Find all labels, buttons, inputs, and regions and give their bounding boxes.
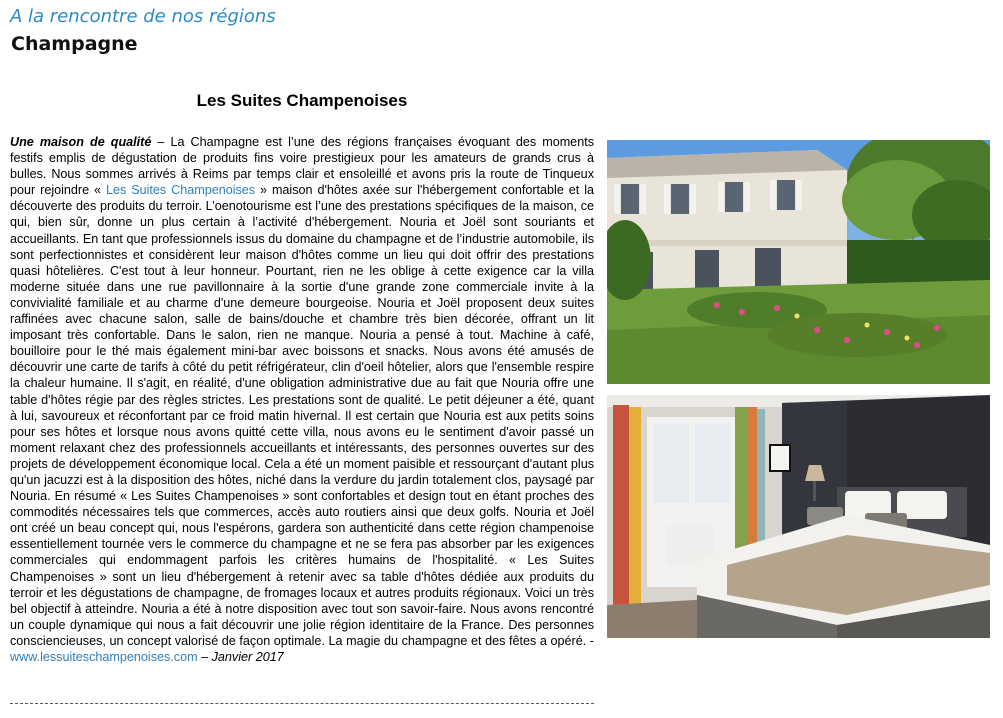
bedroom-photo — [607, 395, 990, 638]
article-intro: Une maison de qualité — [10, 135, 152, 149]
article-text-part-2: » maison d'hôtes axée sur l'hébergement confortable et la découverte des produits du terroir. L’oenotourisme est l’une des prestations spécifiques de la maison, ce qui, bien sûr, donne un plus certain à l’activité d'hébergement. Nouria et Joël sont souriants et accueillants. En tant que professionnels issus du domaine du champagne et de l’industrie automobile, ils sont perfectionnistes et considèrent leur maison d'hôtes comme un lieu qui doit offrir des prestations quasi hôtelières. C'est tout à leur honneur. Pourtant, rien ne les oblige à cette exigence car la villa moderne située dans une rue pavillonnaire à la sortie d'une grande zone commerciale invite à la convivialité familiale et au charme d'une demeure bourgeoise. Nouria et Joël proposent deux suites raffinées avec chacune salon, salle de bains/douche et chambre très bien décorée, offrant un lit imposant très confortable. Dans le salon, rien ne manque. Nouria a pensé à tout. Machine à café, bouilloire pour le thé mais également mini-bar avec boissons et snacks. Nous avons été amusés de découvrir une carte de tarifs à côté du petit réfrigérateur, clin d'oeil hôtelier, alors que l'ensemble respire la chaleur humaine. Il s'agit, en réalité, d'une obligation administrative due au fait que Nouria offre une table d'hôtes régie par des règles strictes. Les prestations sont de qualité. Le petit déjeuner a été, quant à lui, savoureux et réconfortant par ce froid matin hivernal. Il est certain que Nouria est aux petits soins pour ses hôtes et lorsque nous avons quitté cette villa, nous avons eu le sentiment d'avoir passé un moment relaxant chez des professionnels accueillants et intéressants, des personnes ouvertes sur des projets de développement économique local. Cela a été un moment paisible et ressourçant d'autant plus qu'un jacuzzi est à la disposition des hôtes, niché dans la verdure du jardin totalement clos, paysagé par Nouria. En résumé « Les Suites Champenoises » sont confortables et design tout en étant proches des commodités nécessaires tels que commerces, accès auto routiers ainsi que deux golfs. Nouria et Joël ont créé un beau concept qui, nous l'espérons, gardera son authenticité dans cette région champenoise essentiellement tournée vers le commerce du champagne et ne se fera pas absorber par les exigences commerciales qui endommagent parfois les critères humains de l'hospitalité. « Les Suites Champenoises » sont un lieu d'hébergement à retenir avec sa table d'hôtes dédiée aux produits du terroir et les dégustations de champagne, de fromages locaux et autres produits régionaux. Voici un très bel objectif à atteindre. Nouria a été à notre disposition avec tout son savoir-faire. Nous avons rencontré un couple dynamique qui nous a fait découvrir une jolie région identitaire de la France. Des personnes consciencieuses, un concept valorisé de façon optimale. La magie du champagne et des fêtes a opéré. - — [10, 183, 594, 648]
bottom-divider — [10, 703, 594, 704]
article-text-part-1: – La Champagne est l’une des régions françaises évoquant des moments festifs emplis de dégustation de produits fins voire prestigieux pour les amateurs de grands crus à bulles. Nous sommes arrivés à Reims par temps clair et ensoleillé et avons pris la route de Tinqueux pour rejoindre « — [10, 135, 594, 198]
guesthouse-link[interactable]: Les Suites Champenoises — [105, 183, 256, 198]
article-title: Les Suites Champenoises — [196, 91, 408, 110]
date-separator: – — [197, 650, 212, 664]
website-link[interactable]: www.lessuiteschampenoises.com — [10, 650, 198, 664]
article-date: Janvier 2017 — [211, 650, 284, 664]
region-title: Champagne — [11, 33, 138, 55]
section-label: A la rencontre de nos régions — [10, 6, 276, 27]
house-exterior-photo — [607, 140, 990, 384]
article-body — [10, 134, 594, 665]
